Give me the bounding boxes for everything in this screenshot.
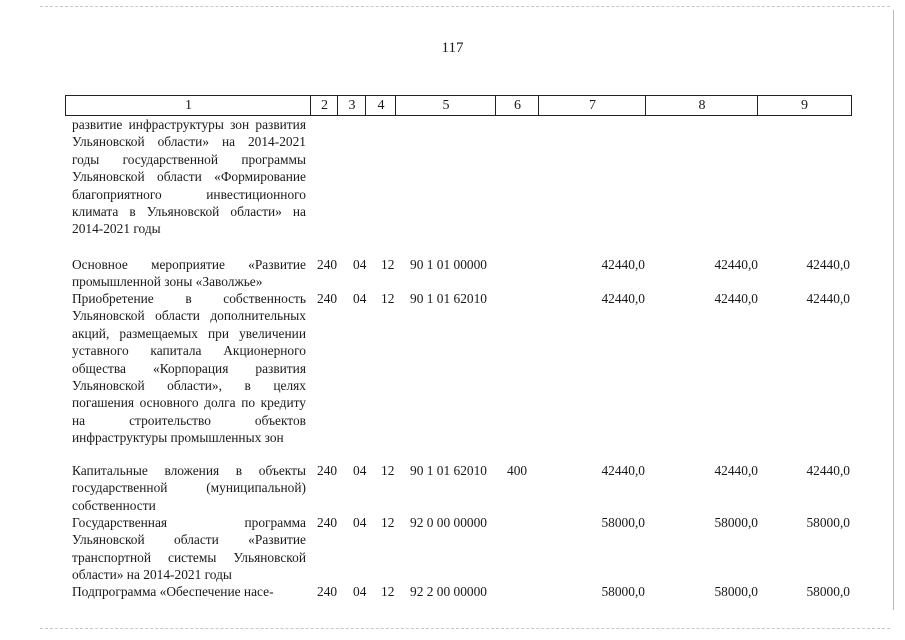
cell-target-article: 90 1 01 62010	[410, 291, 487, 306]
cell-section: 04	[353, 291, 367, 306]
cell-ministry: 240	[317, 463, 338, 478]
cell-ministry: 240	[317, 291, 338, 306]
row-description: Государственная программа Ульяновской области «Развитие транспортной системы Ульяновской области» на 2014-2021 годы	[72, 515, 306, 583]
cell-amount-8: 58000,0	[714, 584, 758, 599]
cell-amount-7: 42440,0	[601, 257, 645, 272]
header-col-9: 9	[757, 95, 852, 116]
cell-amount-7: 42440,0	[601, 463, 645, 478]
header-col-7: 7	[538, 95, 646, 116]
cell-amount-9: 42440,0	[806, 257, 850, 272]
cell-target-article: 90 1 01 62010	[410, 463, 487, 478]
cell-subsection: 12	[381, 257, 395, 272]
header-col-2: 2	[310, 95, 338, 116]
scan-edge-top	[40, 6, 890, 7]
cell-target-article: 92 0 00 00000	[410, 515, 487, 530]
cell-subsection: 12	[381, 515, 395, 530]
cell-amount-7: 58000,0	[601, 515, 645, 530]
row-description: Приобретение в собственность Ульяновской области дополнительных акций, размещаемых при увеличении уставного капитала Акционерного общества «Корпорация развития Ульяновской области», в целях погашения основного долга по кредиту на строительство объектов инфраструктуры промышленных зон	[72, 291, 306, 446]
cell-section: 04	[353, 463, 367, 478]
cell-amount-8: 42440,0	[714, 257, 758, 272]
cell-amount-8: 42440,0	[714, 463, 758, 478]
cell-ministry: 240	[317, 257, 338, 272]
cell-amount-8: 58000,0	[714, 515, 758, 530]
cell-subsection: 12	[381, 584, 395, 599]
cell-amount-7: 42440,0	[601, 291, 645, 306]
row-description: Подпрограмма «Обеспечение насе-	[72, 584, 274, 599]
cell-amount-7: 58000,0	[601, 584, 645, 599]
cell-target-article: 90 1 01 00000	[410, 257, 487, 272]
scan-edge-bottom	[40, 628, 890, 629]
cell-expense-type: 400	[507, 463, 528, 478]
header-col-1: 1	[65, 95, 311, 116]
cell-section: 04	[353, 515, 367, 530]
row-description: развитие инфраструктуры зон развития Ульяновской области» на 2014-2021 годы государственной программы Ульяновской области «Формирование благоприятного инвестиционного климата в Ульяновской области» на 2014-2021 годы	[72, 117, 306, 237]
header-col-5: 5	[395, 95, 496, 116]
cell-amount-9: 58000,0	[806, 515, 850, 530]
cell-subsection: 12	[381, 291, 395, 306]
cell-amount-9: 42440,0	[806, 291, 850, 306]
cell-ministry: 240	[317, 584, 338, 599]
row-description: Капитальные вложения в объекты государственной (муниципальной) собственности	[72, 463, 306, 513]
page-number: 117	[441, 40, 464, 56]
header-col-3: 3	[337, 95, 366, 116]
header-col-8: 8	[645, 95, 758, 116]
scan-edge-right	[893, 10, 894, 610]
cell-section: 04	[353, 257, 367, 272]
cell-subsection: 12	[381, 463, 395, 478]
cell-amount-9: 42440,0	[806, 463, 850, 478]
cell-section: 04	[353, 584, 367, 599]
cell-ministry: 240	[317, 515, 338, 530]
header-col-4: 4	[365, 95, 396, 116]
header-col-6: 6	[495, 95, 539, 116]
cell-amount-9: 58000,0	[806, 584, 850, 599]
table-header	[65, 95, 851, 116]
cell-amount-8: 42440,0	[714, 291, 758, 306]
cell-target-article: 92 2 00 00000	[410, 584, 487, 599]
row-description: Основное мероприятие «Развитие промышленной зоны «Заволжье»	[72, 257, 306, 290]
